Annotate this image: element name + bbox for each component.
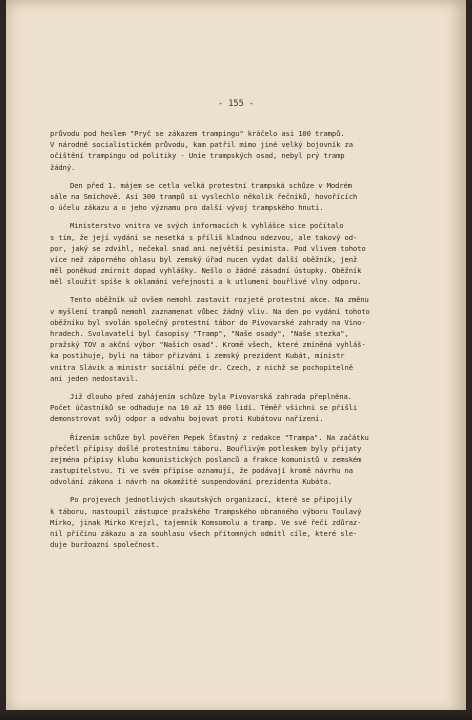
body-text [50, 128, 442, 557]
paragraph [50, 294, 442, 384]
text-line: pražský TOV a akční výbor "Našich osad". Kromě všech, které zmíněná vyhláš- [50, 340, 366, 350]
text-line: průvodu pod heslem "Pryč se zákazem trampingu" kráčelo asi 100 trampů. [50, 129, 345, 138]
text-line: Již dlouho před zahájením schůze byla Pivovarská zahrada přeplněna. [70, 391, 352, 401]
text-line: vnitra Slávik a ministr sociální péče dr. Czech, z nichž se pochopitelně [50, 362, 353, 372]
text-line: k táboru, nastoupil zástupce pražského Trampského obranného výboru Toulavý [50, 506, 362, 516]
text-line: měl poněkud zmírnit dopad vyhlášky. Nešlo o žádné zásadní ústupky. Oběžník [50, 266, 362, 276]
page-number: - 155 - [217, 99, 255, 109]
paragraph [50, 391, 442, 425]
text-line: ani jeden nedostavil. [50, 373, 139, 383]
text-line: oběžníku byl svolán společný protestní tábor do Pivovarské zahrady na Vino- [50, 317, 366, 327]
text-line: zejména přípisy klubu komunistických poslanců a frakce komunistů v zemském [50, 454, 362, 464]
text-line: por, jaký se zdvihl, nečekal snad ani největší pesimista. Pod vlivem tohoto [50, 243, 366, 253]
text-line: s tím, že její vydání se nesetká s příliš kladnou odezvou, ale takový od- [50, 232, 358, 242]
text-line: nil příčinu zákazu a za souhlasu všech přítomných odmítl cíle, které sle- [50, 529, 358, 538]
text-line: více než záporného ohlasu byl zemský úřad nucen vydat další oběžník, jenž [50, 254, 358, 264]
text-line: Po projevech jednotlivých skautských organizací, které se připojily [70, 495, 352, 505]
text-line: přečetl přípisy došlé protestnímu táboru. Bouřlivým potleskem byly přijaty [50, 443, 362, 453]
text-line: v myšlení trampů nemohl zaznamenat vůbec žádný vliv. Na den po vydání tohoto [50, 306, 370, 316]
text-line: žádný. [50, 162, 76, 172]
page-edge-shadow [0, 710, 472, 720]
text-line: V národně socialistickém průvodu, kam patřil mimo jiné velký bojovník za [50, 140, 353, 150]
text-line: Tento oběžník už ovšem nemohl zastavit rozjeté protestní akce. Na změnu [70, 295, 369, 305]
text-line: Mirko, jinak Mirko Krejzl, tajemník Komsomolu a tramp. Ve své řeči zdůraz- [50, 517, 362, 527]
document-page [6, 0, 466, 714]
text-line: měl sloužit spíše k oklamání veřejnosti a k utlumení bouřlivé vlny odporu. [50, 277, 362, 287]
paragraph [50, 432, 442, 488]
paragraph [50, 128, 442, 173]
paragraph [50, 494, 442, 550]
text-line: hradech. Svolavateli byl časopisy "Tramp", "Naše osady", "Naše stezka", [50, 329, 349, 338]
text-line: Den před 1. májem se cetla velká protestní trampská schůze v Modrém [70, 180, 352, 190]
text-line: Řízením schůze byl pověřen Pepek Šťastný z redakce "Trampa". Na začátku [70, 432, 369, 442]
text-line: ka postihuje, byli na tábor přizváni i zemský prezident Kubát, ministr [50, 351, 345, 361]
text-line: zastupitelstvu. Ti ve svém přípise oznamují, že podávají kromě návrhu na [50, 466, 353, 476]
text-line: sále na Smíchově. Asi 300 trampů si vyslechlo několik řečníků, hovořících [50, 191, 358, 201]
paragraph [50, 180, 442, 214]
paragraph [50, 220, 442, 287]
text-line: Ministerstvo vnitra ve svých informacích k vyhlášce sice počítalo [70, 221, 344, 231]
text-line: demonstrovat svůj odpor a odvahu bojovat proti Kubátovu nařízení. [50, 414, 324, 424]
text-line: očištění trampingu od politiky - Unie trampských osad, nebyl prý tramp [50, 151, 345, 161]
text-line: Počet účastníků se odhaduje na 10 až 15 000 lidí. Téměř všichni se přišli [50, 403, 358, 413]
text-line: duje buržoazní společnost. [50, 540, 160, 550]
text-line: odvolání zákona i návrh na okamžité suspendování prezidenta Kubáta. [50, 477, 332, 487]
text-line: o účelu zákazu a o jeho významu pro další vývoj trampského hnutí. [50, 203, 324, 213]
